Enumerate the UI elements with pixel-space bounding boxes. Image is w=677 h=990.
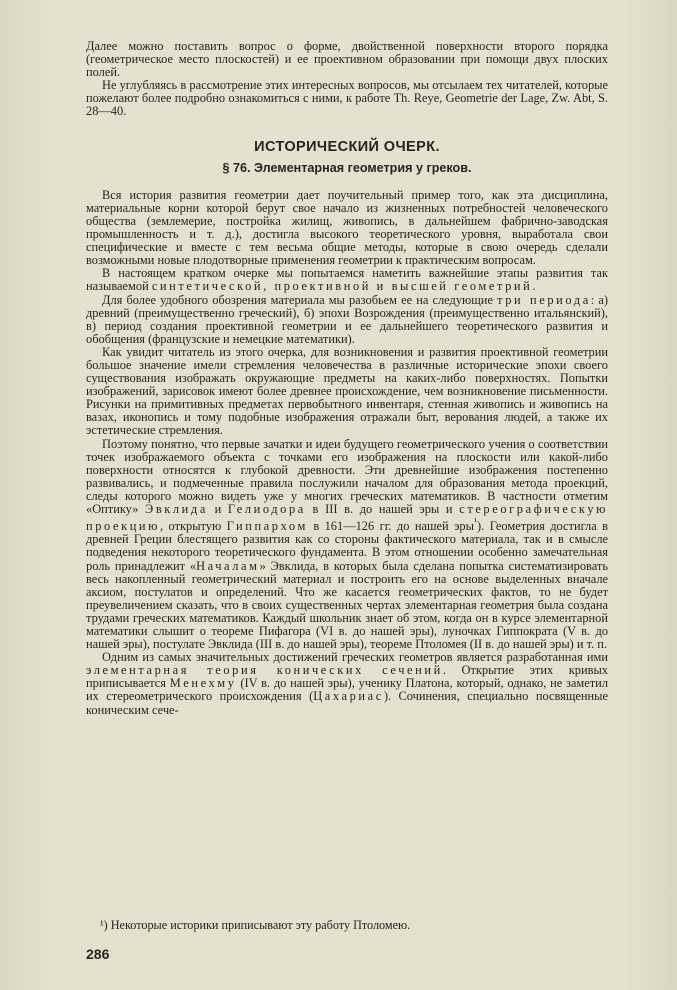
spaced-text: элементарная теория конических сечений — [86, 663, 443, 678]
text-run: Для более удобного обозрения материала мы разобьем ее на следующие — [102, 292, 498, 307]
chapter-heading: ИСТОРИЧЕСКИЙ ОЧЕРК. — [254, 138, 440, 155]
spaced-text: Эвклида — [145, 502, 208, 516]
text-run: Поэтому понятно, что первые зачатки и идеи будущего геометрического учения о соответствии точек изображаемого объекта с точками его изображения на плоскости или какой-либо поверхности относятся к глубокой древности. Эти древнейшие изображения постепенно развивались, и подмеченные правила послужили началом для образования метода проекций, следы которого можно видеть уже у многих греческих математиков. В частности отметим «Оптику» — [86, 436, 608, 516]
text-run: : а) древний (преимущественно греческий), б) эпохи Возрождения (преимущественно итальянский), в) период создания проективной геометрии и ее дальнейшего теоретического развития и обобщения (французские и немецкие математики). — [86, 292, 608, 346]
text-run: Одним из самых значительных достижений греческих геометров является разработанная ими — [102, 650, 608, 665]
text-run: В настоящем кратком очерке мы попытаемся наметить важнейшие этапы развития так называемой — [86, 266, 608, 294]
text-run: в 161—126 гг. до нашей эры — [307, 519, 474, 534]
footnote: ¹) Некоторые историки приписывают эту работу Птоломею. — [100, 918, 411, 932]
body-paragraph — [86, 267, 608, 293]
spaced-text: Началам — [196, 558, 260, 573]
page-number: 286 — [86, 946, 110, 962]
body-paragraph — [86, 294, 608, 346]
spaced-text: синтетической, проективной и высшей геометрий — [151, 279, 533, 294]
text-run: (IV в. до нашей эры), ученику Платона, который, однако, не заметил их стереометрического происхождения ( — [86, 676, 608, 704]
text-run: » Эвклида, в которых была сделана попытка систематизировать весь накопленный геометрический материал и построить его на основе выделенных вначале аксиом, постулатов и определений. Что же касается геометрических фактов, то не будет преувеличением сказать, что в своих существенных чертах элементарная геометрия была создана трудами греческих математиков. Каждый школьник знает об этом, когда он в курсе элементарной математики слышит о теореме Пифагора (VI в. до нашей эры), луночках Гиппократа (V в. до нашей эры), постулате Эвклида (III в. до нашей эры), теореме Птоломея (II в. до нашей эры) и т. п. — [86, 558, 608, 652]
spaced-text: Менехму — [169, 676, 237, 691]
spaced-text: три периода — [497, 292, 591, 307]
text-run: ). Геометрия достигла в древней Греции блестящего развития как со стороны фактического материала, так и в смысле подведения некоторого теоретического фундамента. В этом отношении особенно замечательная роль принадлежит « — [86, 519, 609, 573]
text-run: и — [207, 502, 228, 516]
text-run: . Открытие этих кривых приписывается — [86, 663, 608, 691]
spaced-text: Гелиодора — [227, 502, 306, 516]
body-paragraph — [86, 438, 608, 652]
spaced-text: Цахариас — [313, 689, 384, 704]
body-paragraph — [86, 651, 608, 716]
section-title: § 76. Элементарная геометрия у греков. — [222, 160, 472, 175]
footnote-marker: ¹ — [473, 517, 478, 529]
text-run: в III в. до нашей эры и — [305, 502, 460, 516]
text-run: , открытую — [160, 519, 227, 534]
spaced-text: Гиппархом — [226, 519, 308, 534]
text-column — [86, 40, 608, 717]
intro-paragraph: Далее можно поставить вопрос о форме, двойственной поверхности второго порядка (геометрическое место плоскостей) и ее проективном образовании при помощи двух плоских полей. — [86, 39, 608, 80]
text-run: . — [532, 279, 536, 294]
spaced-text: стереографическую проекцию — [86, 502, 608, 534]
text-run: ). Сочинения, специально посвященные коническим сече- — [86, 689, 608, 717]
intro-paragraph: Не углубляясь в рассмотрение этих интересных вопросов, мы отсылаем тех читателей, которые пожелают более подробно ознакомиться с ними, к работе Th. Reye, Geometrie der Lage, Zw. Abt, S. 28—40. — [86, 78, 608, 119]
body-paragraph: Как увидит читатель из этого очерка, для возникновения и развития проективной геометрии большое значение имели стремления человечества в различные исторические эпохи своего существования изображать окружающие предметы на каких-либо поверхностях. Попытки изображений, зарисовок имеют более древнее происхождение, чем возникновение письменности. Рисунки на примитивных предметах первобытного инвентаря, стенная живопись и живопись на вазах, иконопись и тому подобные изображения отражали быт, верования людей, а также их эстетические стремления. — [86, 344, 608, 438]
body-paragraph: Вся история развития геометрии дает поучительный пример того, как эта дисциплина, материальные корни которой берут свое начало из жизненных потребностей человеческого общества (землемерие, постройка жилищ, живопись, в дальнейшем фабрично-заводская промышленность и т. д.), достигла высокого теоретического уровня, выработала свои специфические и вместе с тем весьма общие методы, которые в свою очередь сделали возможными новые плодотворные применения геометрии к практическим вопросам. — [86, 187, 608, 268]
